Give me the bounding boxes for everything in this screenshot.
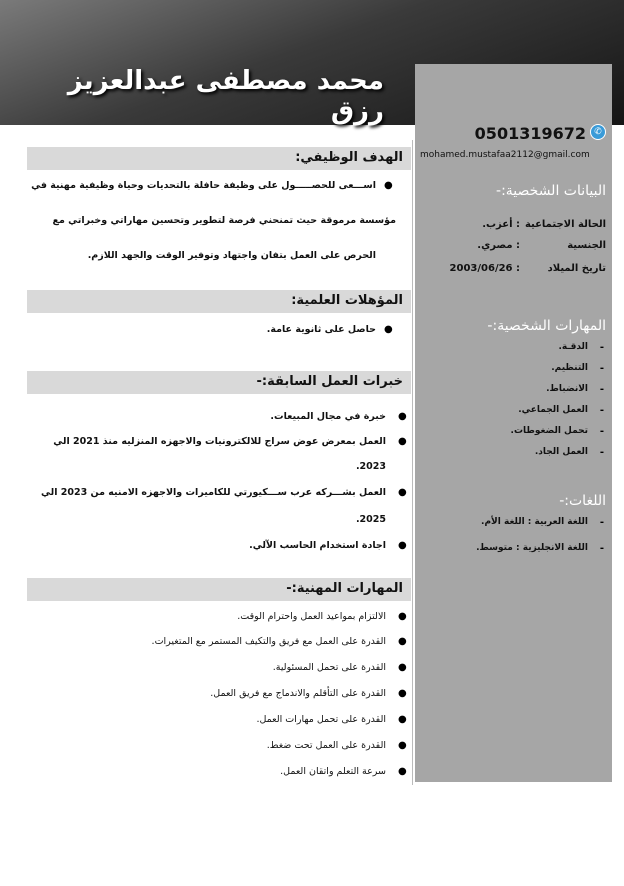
section-header-objective: الهدف الوظيفي:: [27, 147, 411, 170]
list-item: القدرة على العمل تحت ضغط.: [266, 740, 386, 751]
list-item: سرعة التعلم واتقان العمل.: [280, 766, 386, 777]
list-item: القدرة على تحمل مهارات العمل.: [256, 714, 386, 725]
list-item: الالتزام بمواعيد العمل واحترام الوقت.: [237, 611, 386, 622]
nationality-value: : مصري.: [477, 240, 520, 251]
list-item: العمل بمعرض عوض سراج للالكترونيات والاجهزه المنزليه منذ 2021 الي: [53, 436, 386, 447]
section-header-experience: خبرات العمل السابقة:-: [27, 371, 411, 394]
list-item: حاصل على ثانوية عامة.: [266, 324, 376, 335]
sidebar: [415, 64, 612, 782]
objective-line: مؤسسة مرموقة حيث تمنحني فرصة لتطوير وتحسين مهاراتي وخبراتي مع: [52, 215, 396, 226]
list-item: اجادة استخدام الحاسب الآلي.: [249, 540, 386, 551]
section-header-professional-skills: المهارات المهنية:-: [27, 578, 411, 601]
list-item: القدرة على تحمل المسئولية.: [272, 662, 386, 673]
languages-title: اللغات:-: [559, 493, 606, 509]
list-item: القدرة على العمل مع فريق والتكيف المستمر مع المتغيرات.: [151, 636, 386, 647]
birthdate-value: : 2003/06/26: [449, 263, 520, 274]
candidate-name: محمد مصطفى عبدالعزيز رزق: [67, 66, 384, 126]
list-item: 2023.: [355, 461, 386, 472]
list-item: 2025.: [355, 514, 386, 525]
list-item: تحمل الضغوطات.: [510, 426, 588, 436]
list-item: التنظيم.: [551, 363, 588, 373]
list-item: العمل الجاد.: [534, 447, 588, 457]
nationality-label: الجنسية: [567, 240, 606, 251]
phone-icon: ✆: [590, 124, 606, 140]
list-item: العمل الجماعي.: [518, 405, 588, 415]
section-header-qualifications: المؤهلات العلمية:: [27, 290, 411, 313]
list-item: العمل بشـــركه عرب ســـكيورتي للكاميرات والاجهزه الامنيه من 2023 الي: [41, 487, 386, 498]
marital-value: : أعزب.: [482, 219, 520, 230]
email: mohamed.mustafaa2112@gmail.com: [420, 150, 590, 160]
birthdate-label: تاريخ الميلاد: [547, 263, 606, 274]
marital-label: الحالة الاجتماعية: [524, 219, 606, 230]
phone-number: 0501319672: [474, 124, 586, 143]
divider: [412, 140, 413, 785]
list-item: الانضباط.: [546, 384, 588, 394]
list-item: الدقـة.: [558, 342, 588, 352]
personal-data-title: البيانات الشخصية:-: [496, 183, 606, 199]
list-item: القدرة على التأقلم والاندماج مع فريق العمل.: [210, 688, 386, 699]
objective-line: الحرص على العمل بتفان واجتهاد وتوفير الوقت والجهد اللازم.: [87, 250, 376, 261]
list-item: اللغة العربية : اللغة الأم.: [481, 517, 588, 527]
personal-skills-title: المهارات الشخصية:-: [487, 318, 606, 334]
list-item: اللغة الانجليزية : متوسط.: [476, 543, 588, 553]
objective-line: اســـعى للحصـــــول على وظيفة حافلة بالتحديات وحياة وظيفية مهنية في: [31, 180, 376, 191]
list-item: خبرة في مجال المبيعات.: [270, 411, 386, 422]
